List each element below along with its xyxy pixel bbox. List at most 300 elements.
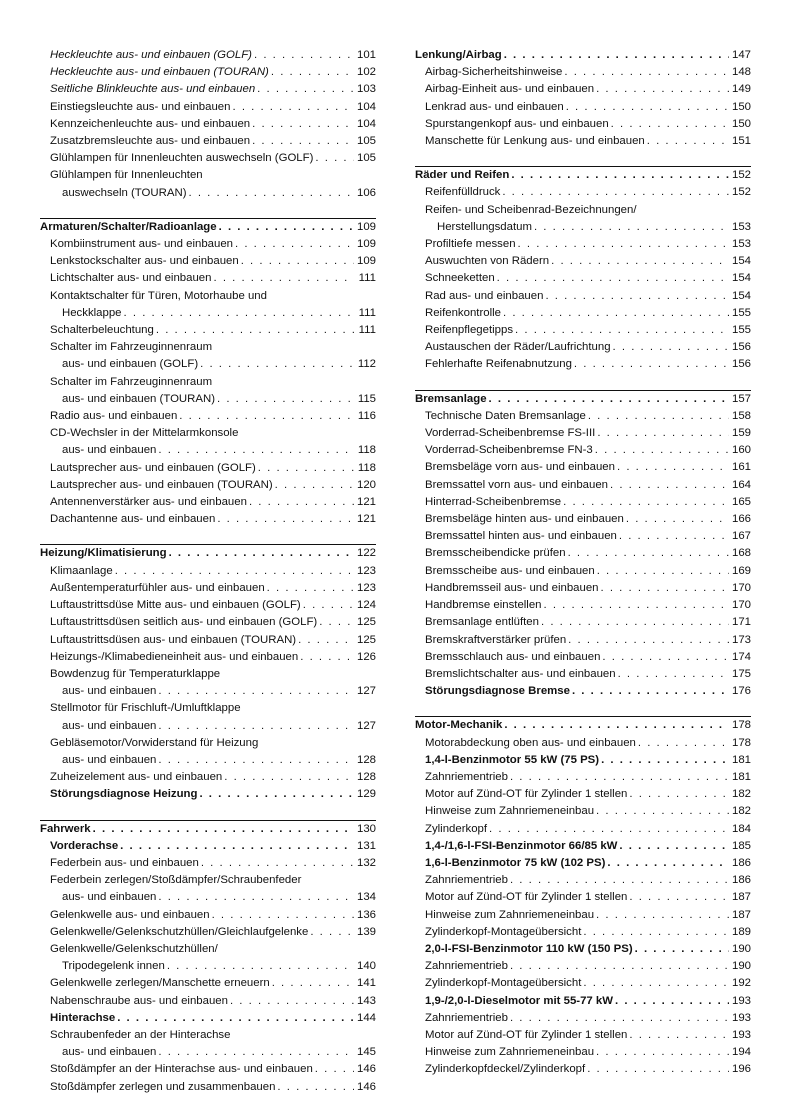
toc-entry-title: Hinweise zum Zahnriemeneinbau bbox=[425, 908, 595, 921]
dot-leader bbox=[156, 1044, 354, 1061]
toc-entry[interactable] bbox=[415, 632, 751, 649]
toc-page-number: 131 bbox=[356, 839, 376, 852]
dot-leader bbox=[616, 666, 729, 683]
dot-leader bbox=[594, 907, 729, 924]
toc-entry-title: Zusatzbremsleuchte aus- und einbauen bbox=[50, 135, 251, 148]
toc-entry[interactable] bbox=[415, 64, 751, 81]
toc-page-number: 165 bbox=[731, 495, 751, 508]
toc-page-number: 143 bbox=[356, 994, 376, 1007]
toc-entry-title: Gelenkwelle/Gelenkschutzhüllen/ bbox=[50, 942, 218, 955]
toc-entry[interactable] bbox=[40, 735, 376, 752]
toc-page-number: 103 bbox=[356, 83, 376, 96]
toc-entry[interactable] bbox=[415, 993, 751, 1010]
toc-page-number: 173 bbox=[731, 633, 751, 646]
toc-entry-title: Vorderrad-Scheibenbremse FS-III bbox=[425, 427, 596, 440]
toc-entry[interactable] bbox=[415, 838, 751, 855]
toc-page-number: 190 bbox=[731, 960, 751, 973]
toc-entry[interactable] bbox=[415, 133, 751, 150]
toc-page-number: 139 bbox=[356, 925, 376, 938]
toc-entry[interactable] bbox=[415, 425, 751, 442]
dot-leader bbox=[585, 1061, 729, 1078]
toc-entry[interactable] bbox=[40, 270, 376, 287]
dot-leader bbox=[516, 236, 729, 253]
toc-entry[interactable] bbox=[40, 236, 376, 253]
toc-entry-title: Lautsprecher aus- und einbauen (GOLF) bbox=[50, 461, 256, 474]
toc-entry-title: Dachantenne aus- und einbauen bbox=[50, 513, 216, 526]
toc-entry-title: Seitliche Blinkleuchte aus- und einbauen bbox=[50, 83, 256, 96]
toc-entry[interactable] bbox=[40, 718, 376, 735]
toc-entry[interactable] bbox=[40, 305, 376, 322]
toc-entry[interactable] bbox=[40, 1079, 376, 1096]
toc-page-number: 150 bbox=[731, 100, 751, 113]
toc-entry-title: Störungsdiagnose Bremse bbox=[425, 685, 570, 698]
toc-page-number: 193 bbox=[731, 994, 751, 1007]
toc-entry[interactable] bbox=[40, 580, 376, 597]
dot-leader bbox=[543, 288, 729, 305]
toc-entry-title: Heizung/Klimatisierung bbox=[40, 547, 167, 560]
toc-entry[interactable] bbox=[40, 253, 376, 270]
toc-entry[interactable] bbox=[415, 597, 751, 614]
dot-leader bbox=[566, 632, 729, 649]
toc-entry-title: Kennzeichenleuchte aus- und einbauen bbox=[50, 117, 251, 130]
dot-leader bbox=[624, 511, 729, 528]
toc-entry[interactable] bbox=[40, 116, 376, 133]
toc-entry-title: Gelenkwelle aus- und einbauen bbox=[50, 908, 210, 921]
toc-entry-title: aus- und einbauen bbox=[62, 685, 157, 698]
toc-page-number: 171 bbox=[731, 616, 751, 629]
toc-entry[interactable] bbox=[40, 47, 376, 64]
toc-section-heading[interactable] bbox=[40, 545, 376, 562]
toc-entry[interactable] bbox=[40, 786, 376, 803]
toc-entry[interactable] bbox=[415, 219, 751, 236]
toc-entry[interactable] bbox=[40, 941, 376, 958]
dot-leader bbox=[217, 219, 354, 236]
toc-page-number: 158 bbox=[731, 409, 751, 422]
dot-leader bbox=[250, 133, 354, 150]
toc-entry[interactable] bbox=[40, 872, 376, 889]
toc-entry[interactable] bbox=[40, 649, 376, 666]
toc-page-number: 129 bbox=[356, 788, 376, 801]
dot-leader bbox=[633, 941, 729, 958]
toc-entry-title: Schalter im Fahrzeuginnenraum bbox=[50, 375, 213, 388]
toc-entry-title: Motor auf Zünd-OT für Zylinder 1 stellen bbox=[425, 1028, 628, 1041]
toc-entry[interactable] bbox=[415, 305, 751, 322]
toc-section-heading[interactable] bbox=[415, 167, 751, 184]
toc-page-number: 159 bbox=[731, 427, 751, 440]
toc-page-number: 186 bbox=[731, 856, 751, 869]
toc-entry[interactable] bbox=[415, 958, 751, 975]
toc-entry[interactable] bbox=[415, 786, 751, 803]
dot-leader bbox=[508, 1010, 729, 1027]
toc-entry[interactable] bbox=[415, 202, 751, 219]
toc-entry[interactable] bbox=[415, 356, 751, 373]
toc-entry-title: Luftaustrittsdüsen seitlich aus- und einbauen (GOLF) bbox=[50, 616, 318, 629]
toc-entry-title: Auswuchten von Rädern bbox=[425, 255, 550, 268]
toc-page-number: 149 bbox=[731, 83, 751, 96]
toc-entry[interactable] bbox=[415, 872, 751, 889]
toc-entry[interactable] bbox=[40, 769, 376, 786]
dot-leader bbox=[570, 683, 729, 700]
toc-entry-title: Kombiinstrument aus- und einbauen bbox=[50, 238, 233, 251]
toc-entry-title: Technische Daten Bremsanlage bbox=[425, 409, 586, 422]
toc-page-number: 176 bbox=[731, 685, 751, 698]
toc-entry-title: Bowdenzug für Temperaturklappe bbox=[50, 667, 221, 680]
toc-entry-title: Bremsbeläge vorn aus- und einbauen bbox=[425, 461, 615, 474]
toc-entry[interactable] bbox=[415, 459, 751, 476]
dot-leader bbox=[508, 769, 729, 786]
toc-entry[interactable] bbox=[415, 855, 751, 872]
toc-page-number: 155 bbox=[731, 324, 751, 337]
toc-entry[interactable] bbox=[40, 511, 376, 528]
toc-page-number: 154 bbox=[731, 272, 751, 285]
toc-page-number: 169 bbox=[731, 564, 751, 577]
toc-entry-title: Zuheizelement aus- und einbauen bbox=[50, 771, 223, 784]
toc-page-number: 156 bbox=[731, 341, 751, 354]
toc-entry[interactable] bbox=[40, 477, 376, 494]
section-spacer bbox=[40, 202, 376, 218]
dot-leader bbox=[487, 821, 729, 838]
toc-page-number: 121 bbox=[356, 496, 376, 509]
toc-entry-title: Tripodegelenk innen bbox=[62, 960, 165, 973]
dot-leader bbox=[572, 356, 729, 373]
toc-entry[interactable] bbox=[40, 167, 376, 184]
toc-entry[interactable] bbox=[40, 597, 376, 614]
toc-entry-title: aus- und einbauen bbox=[62, 719, 157, 732]
toc-section-heading[interactable] bbox=[40, 821, 376, 838]
toc-entry[interactable] bbox=[415, 769, 751, 786]
toc-page-number: 121 bbox=[356, 513, 376, 526]
toc-entry[interactable] bbox=[415, 563, 751, 580]
dot-leader bbox=[250, 116, 354, 133]
dot-leader bbox=[265, 580, 354, 597]
dot-leader bbox=[247, 494, 354, 511]
dot-leader bbox=[502, 717, 729, 734]
dot-leader bbox=[308, 924, 354, 941]
dot-leader bbox=[252, 47, 354, 64]
toc-entry[interactable] bbox=[40, 752, 376, 769]
toc-entry[interactable] bbox=[415, 580, 751, 597]
toc-page-number: 153 bbox=[731, 238, 751, 251]
toc-entry[interactable] bbox=[415, 545, 751, 562]
toc-entry-title: Austauschen der Räder/Laufrichtung bbox=[425, 341, 611, 354]
toc-entry[interactable] bbox=[415, 666, 751, 683]
toc-entry-title: CD-Wechsler in der Mittelarmkonsole bbox=[50, 427, 239, 440]
toc-entry[interactable] bbox=[415, 752, 751, 769]
toc-entry[interactable] bbox=[415, 924, 751, 941]
toc-entry-title: aus- und einbauen bbox=[62, 1046, 157, 1059]
toc-page-number: 182 bbox=[731, 788, 751, 801]
toc-page-number: 187 bbox=[731, 908, 751, 921]
toc-entry-title: Einstiegsleuchte aus- und einbauen bbox=[50, 100, 231, 113]
toc-entry[interactable] bbox=[415, 442, 751, 459]
toc-entry[interactable] bbox=[40, 889, 376, 906]
dot-leader bbox=[296, 632, 354, 649]
toc-entry[interactable] bbox=[40, 924, 376, 941]
toc-entry[interactable] bbox=[40, 322, 376, 339]
toc-entry-title: Hinterrad-Scheibenbremse bbox=[425, 495, 562, 508]
dot-leader bbox=[581, 975, 729, 992]
toc-entry[interactable] bbox=[415, 1027, 751, 1044]
toc-entry[interactable] bbox=[40, 356, 376, 373]
toc-entry-title: Heckklappe bbox=[62, 306, 122, 319]
toc-entry[interactable] bbox=[415, 1061, 751, 1078]
toc-entry[interactable] bbox=[40, 993, 376, 1010]
dot-leader bbox=[222, 769, 354, 786]
dot-leader bbox=[508, 958, 729, 975]
toc-entry-title: aus- und einbauen (TOURAN) bbox=[62, 392, 216, 405]
toc-entry-title: 1,4-l-Benzinmotor 55 kW (75 PS) bbox=[425, 753, 600, 766]
toc-entry[interactable] bbox=[40, 563, 376, 580]
toc-page-number: 170 bbox=[731, 581, 751, 594]
toc-entry[interactable] bbox=[415, 614, 751, 631]
toc-entry[interactable] bbox=[415, 288, 751, 305]
toc-entry[interactable] bbox=[40, 81, 376, 98]
toc-entry[interactable] bbox=[40, 683, 376, 700]
toc-page-number: 186 bbox=[731, 874, 751, 887]
toc-entry[interactable] bbox=[415, 408, 751, 425]
toc-page-number: 185 bbox=[731, 839, 751, 852]
dot-leader bbox=[564, 99, 729, 116]
toc-entry-title: Motor auf Zünd-OT für Zylinder 1 stellen bbox=[425, 891, 628, 904]
toc-entry-title: auswechseln (TOURAN) bbox=[62, 186, 187, 199]
toc-page-number: 112 bbox=[357, 358, 376, 371]
toc-entry-title: Räder und Reifen bbox=[415, 169, 510, 182]
toc-entry[interactable] bbox=[415, 907, 751, 924]
toc-entry-title: Radio aus- und einbauen bbox=[50, 410, 178, 423]
toc-page-number: 134 bbox=[356, 891, 376, 904]
toc-page-number: 148 bbox=[731, 66, 751, 79]
toc-entry-title: Stellmotor für Frischluft-/Umluftklappe bbox=[50, 702, 241, 715]
toc-entry[interactable] bbox=[40, 614, 376, 631]
toc-entry-title: Bremsbeläge hinten aus- und einbauen bbox=[425, 513, 624, 526]
section-spacer bbox=[40, 804, 376, 820]
dot-leader bbox=[532, 219, 729, 236]
toc-page-number: 152 bbox=[731, 186, 751, 199]
toc-entry[interactable] bbox=[40, 958, 376, 975]
toc-entry-title: Bremskraftverstärker prüfen bbox=[425, 633, 567, 646]
toc-entry[interactable] bbox=[415, 477, 751, 494]
dot-leader bbox=[627, 786, 729, 803]
toc-entry[interactable] bbox=[40, 855, 376, 872]
toc-entry-title: Schalterbeleuchtung bbox=[50, 324, 154, 337]
toc-entry-title: aus- und einbauen bbox=[62, 753, 157, 766]
dot-leader bbox=[255, 81, 354, 98]
toc-section-heading[interactable] bbox=[415, 391, 751, 408]
dot-leader bbox=[270, 975, 354, 992]
toc-entry[interactable] bbox=[415, 683, 751, 700]
dot-leader bbox=[211, 270, 354, 287]
toc-entry[interactable] bbox=[415, 889, 751, 906]
toc-entry[interactable] bbox=[415, 339, 751, 356]
dot-leader bbox=[156, 752, 354, 769]
toc-section-heading[interactable] bbox=[415, 47, 751, 64]
toc-entry[interactable] bbox=[40, 494, 376, 511]
toc-entry-title: Zahnriementrieb bbox=[425, 1011, 508, 1024]
toc-page-number: 124 bbox=[356, 599, 376, 612]
toc-page-number: 109 bbox=[356, 255, 376, 268]
toc-page-number: 161 bbox=[731, 461, 751, 474]
dot-leader bbox=[198, 356, 354, 373]
toc-page-number: 150 bbox=[731, 117, 751, 130]
toc-left-column bbox=[40, 47, 376, 1096]
toc-page-number: 104 bbox=[356, 100, 376, 113]
toc-entry-title: aus- und einbauen bbox=[62, 891, 157, 904]
toc-entry[interactable] bbox=[40, 425, 376, 442]
toc-entry[interactable] bbox=[415, 821, 751, 838]
dot-leader bbox=[256, 460, 354, 477]
toc-entry[interactable] bbox=[40, 133, 376, 150]
toc-entry[interactable] bbox=[415, 511, 751, 528]
toc-entry[interactable] bbox=[40, 632, 376, 649]
dot-leader bbox=[599, 752, 729, 769]
toc-entry[interactable] bbox=[415, 494, 751, 511]
toc-page-number: 181 bbox=[731, 753, 751, 766]
toc-page-number: 128 bbox=[356, 771, 376, 784]
toc-entry[interactable] bbox=[40, 374, 376, 391]
dot-leader bbox=[513, 322, 729, 339]
dot-leader bbox=[313, 1061, 354, 1078]
toc-entry-title: Bremslichtschalter aus- und einbauen bbox=[425, 667, 616, 680]
toc-entry[interactable] bbox=[415, 735, 751, 752]
toc-entry[interactable] bbox=[415, 803, 751, 820]
dot-leader bbox=[487, 391, 729, 408]
toc-page-number: 164 bbox=[731, 478, 751, 491]
toc-page-number: 123 bbox=[356, 581, 376, 594]
toc-page-number: 118 bbox=[357, 461, 376, 474]
toc-entry-title: Schneeketten bbox=[425, 272, 495, 285]
toc-page-number: 105 bbox=[356, 152, 376, 165]
toc-entry[interactable] bbox=[40, 1061, 376, 1078]
dot-leader bbox=[562, 64, 729, 81]
toc-page-number: 132 bbox=[356, 856, 376, 869]
toc-entry[interactable] bbox=[415, 99, 751, 116]
toc-entry[interactable] bbox=[415, 1044, 751, 1061]
dot-leader bbox=[91, 821, 354, 838]
toc-entry-title: Herstellungsdatum bbox=[437, 220, 532, 233]
dot-leader bbox=[645, 133, 729, 150]
toc-page-number: 189 bbox=[731, 925, 751, 938]
toc-entry[interactable] bbox=[415, 941, 751, 958]
toc-entry[interactable] bbox=[40, 150, 376, 167]
toc-page-number: 182 bbox=[731, 805, 751, 818]
toc-entry[interactable] bbox=[40, 975, 376, 992]
toc-entry-title: Bremsanlage bbox=[415, 392, 487, 405]
dot-leader bbox=[599, 580, 729, 597]
toc-entry-title: Glühlampen für Innenleuchten auswechseln (GOLF) bbox=[50, 152, 314, 165]
toc-entry[interactable] bbox=[415, 528, 751, 545]
toc-entry-title: Armaturen/Schalter/Radioanlage bbox=[40, 220, 217, 233]
toc-entry-title: Reifenpflegetipps bbox=[425, 324, 514, 337]
dot-leader bbox=[165, 958, 354, 975]
dot-leader bbox=[595, 563, 729, 580]
toc-entry-title: Vorderrad-Scheibenbremse FN-3 bbox=[425, 444, 593, 457]
toc-entry-title: 1,6-l-Benzinmotor 75 kW (102 PS) bbox=[425, 856, 606, 869]
dot-leader bbox=[115, 1010, 354, 1027]
toc-entry[interactable] bbox=[40, 64, 376, 81]
toc-entry[interactable] bbox=[40, 1010, 376, 1027]
toc-entry[interactable] bbox=[415, 1010, 751, 1027]
dot-leader bbox=[167, 545, 354, 562]
toc-entry-title: Kontaktschalter für Türen, Motorhaube und bbox=[50, 289, 267, 302]
toc-entry[interactable] bbox=[40, 442, 376, 459]
toc-entry-title: 2,0-l-FSI-Benzinmotor 110 kW (150 PS) bbox=[425, 942, 633, 955]
toc-entry[interactable] bbox=[40, 460, 376, 477]
toc-entry[interactable] bbox=[40, 339, 376, 356]
dot-leader bbox=[156, 718, 354, 735]
toc-entry-title: Airbag-Einheit aus- und einbauen bbox=[425, 83, 595, 96]
toc-page-number: 111 bbox=[358, 306, 376, 319]
toc-entry[interactable] bbox=[40, 1044, 376, 1061]
toc-page-number: 154 bbox=[731, 289, 751, 302]
dot-leader bbox=[549, 253, 729, 270]
toc-page-number: 127 bbox=[356, 685, 376, 698]
dot-leader bbox=[122, 305, 354, 322]
toc-entry-title: Zylinderkopf-Montageübersicht bbox=[425, 925, 582, 938]
toc-page-number: 184 bbox=[731, 822, 751, 835]
toc-entry[interactable] bbox=[415, 253, 751, 270]
toc-entry[interactable] bbox=[415, 649, 751, 666]
dot-leader bbox=[605, 855, 729, 872]
dot-leader bbox=[539, 614, 729, 631]
dot-leader bbox=[600, 649, 729, 666]
toc-entry[interactable] bbox=[40, 700, 376, 717]
toc-entry[interactable] bbox=[40, 185, 376, 202]
toc-section-heading[interactable] bbox=[415, 717, 751, 734]
dot-leader bbox=[542, 597, 729, 614]
toc-entry[interactable] bbox=[40, 391, 376, 408]
toc-entry-title: Airbag-Sicherheitshinweise bbox=[425, 66, 563, 79]
toc-entry[interactable] bbox=[415, 322, 751, 339]
toc-entry-title: Hinterachse bbox=[50, 1011, 116, 1024]
toc-entry[interactable] bbox=[415, 270, 751, 287]
toc-entry-title: Reifen- und Scheibenrad-Bezeichnungen/ bbox=[425, 203, 637, 216]
dot-leader bbox=[627, 1027, 729, 1044]
toc-entry[interactable] bbox=[40, 288, 376, 305]
toc-entry[interactable] bbox=[40, 408, 376, 425]
dot-leader bbox=[215, 391, 354, 408]
toc-entry-title: Handbremse einstellen bbox=[425, 599, 542, 612]
toc-entry-title: Klimaanlage bbox=[50, 564, 113, 577]
toc-entry[interactable] bbox=[415, 184, 751, 201]
dot-leader bbox=[239, 253, 354, 270]
dot-leader bbox=[594, 81, 729, 98]
toc-page-number: 168 bbox=[731, 547, 751, 560]
toc-section-heading[interactable] bbox=[40, 219, 376, 236]
toc-entry[interactable] bbox=[40, 99, 376, 116]
toc-entry-title: Heizungs-/Klimabedieneinheit aus- und einbauen bbox=[50, 650, 299, 663]
toc-entry[interactable] bbox=[415, 116, 751, 133]
toc-entry[interactable] bbox=[415, 975, 751, 992]
toc-entry[interactable] bbox=[40, 666, 376, 683]
dot-leader bbox=[199, 855, 354, 872]
toc-entry[interactable] bbox=[415, 81, 751, 98]
toc-entry-title: Profiltiefe messen bbox=[425, 238, 516, 251]
dot-leader bbox=[317, 614, 354, 631]
toc-entry[interactable] bbox=[40, 838, 376, 855]
toc-entry[interactable] bbox=[415, 236, 751, 253]
dot-leader bbox=[611, 339, 729, 356]
toc-page-number: 167 bbox=[731, 530, 751, 543]
toc-entry-title: Hinweise zum Zahnriemeneinbau bbox=[425, 1046, 595, 1059]
dot-leader bbox=[210, 907, 354, 924]
toc-entry[interactable] bbox=[40, 907, 376, 924]
toc-page-number: 116 bbox=[357, 410, 376, 423]
dot-leader bbox=[509, 167, 729, 184]
toc-page-number: 178 bbox=[731, 736, 751, 749]
toc-entry-title: Schalter im Fahrzeuginnenraum bbox=[50, 341, 213, 354]
dot-leader bbox=[233, 236, 354, 253]
toc-entry[interactable] bbox=[40, 1027, 376, 1044]
